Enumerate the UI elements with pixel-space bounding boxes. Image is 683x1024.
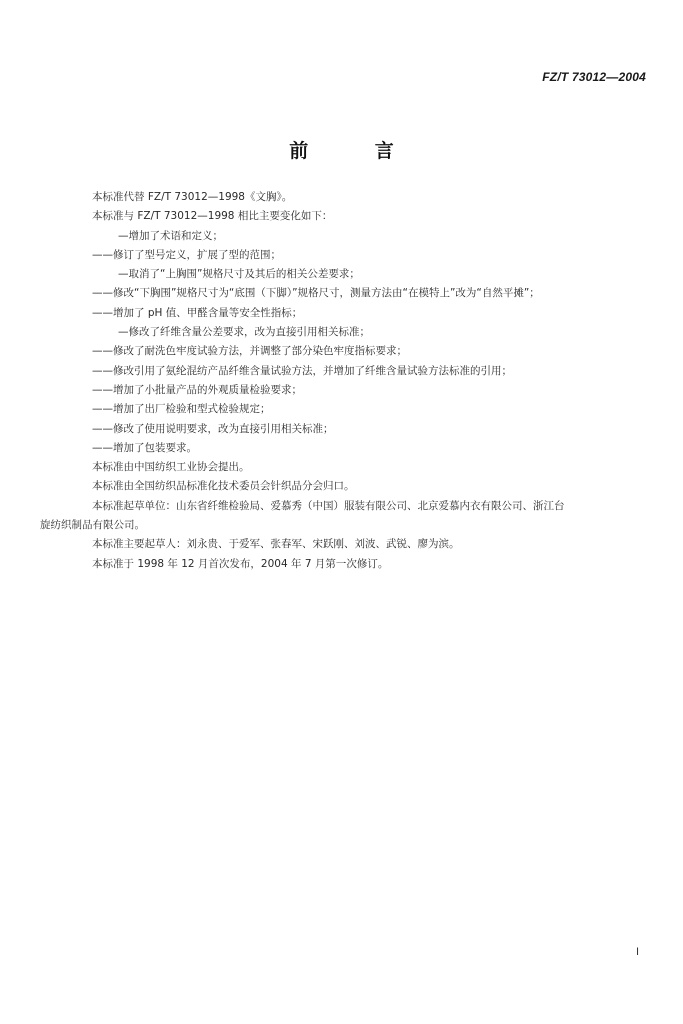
paragraph-drafting-units: 本标准起草单位：山东省纤维检验局、爱慕秀（中国）服装有限公司、北京爱慕内衣有限公司、浙江台 (92, 499, 565, 512)
page-title: 前 言 (289, 140, 424, 162)
foreword-body (40, 188, 640, 574)
paragraph-changes-intro: 本标准与 FZ/T 73012—1998 相比主要变化如下： (92, 210, 333, 223)
change-item: ——修改了使用说明要求，改为直接引用相关标准； (92, 422, 334, 435)
change-item: ——修改“下胸围”规格尺寸为“底围（下脚）”规格尺寸，测量方法由“在模特上”改为“自然平摊”； (92, 287, 540, 300)
paragraph-history: 本标准于 1998 年 12 月首次发布，2004 年 7 月第一次修订。 (92, 557, 389, 570)
change-item: ——修改引用了氨纶混纺产品纤维含量试验方法，并增加了纤维含量试验方法标准的引用； (92, 364, 512, 377)
paragraph-proposed-by: 本标准由中国纺织工业协会提出。 (92, 461, 250, 474)
change-item: —取消了“上胸围”规格尺寸及其后的相关公差要求； (118, 268, 360, 281)
paragraph-managed-by: 本标准由全国纺织品标准化技术委员会针织品分会归口。 (92, 480, 355, 493)
change-item: —增加了术语和定义； (118, 229, 223, 242)
change-item: ——增加了 pH 值、甲醛含量等安全性指标； (92, 306, 303, 319)
change-item: ——修改了耐洗色牢度试验方法，并调整了部分染色牢度指标要求； (92, 345, 407, 358)
standard-code: FZ/T 73012—2004 (542, 70, 646, 84)
paragraph-replaces: 本标准代替 FZ/T 73012—1998《文胸》。 (92, 191, 293, 203)
page-number: I (635, 946, 639, 958)
change-item: ——增加了包装要求。 (92, 441, 197, 454)
change-item: —修改了纤维含量公差要求，改为直接引用相关标准； (118, 326, 370, 339)
paragraph-drafters: 本标准主要起草人：刘永贵、于爱军、张春军、宋跃刚、刘波、武锐、廖为滨。 (92, 538, 460, 551)
paragraph-drafting-units-cont: 旋纺织制品有限公司。 (40, 519, 145, 532)
change-item: ——修订了型号定义，扩展了型的范围； (92, 248, 281, 261)
change-item: ——增加了小批量产品的外观质量检验要求； (92, 383, 302, 396)
change-item: ——增加了出厂检验和型式检验规定； (92, 403, 271, 416)
